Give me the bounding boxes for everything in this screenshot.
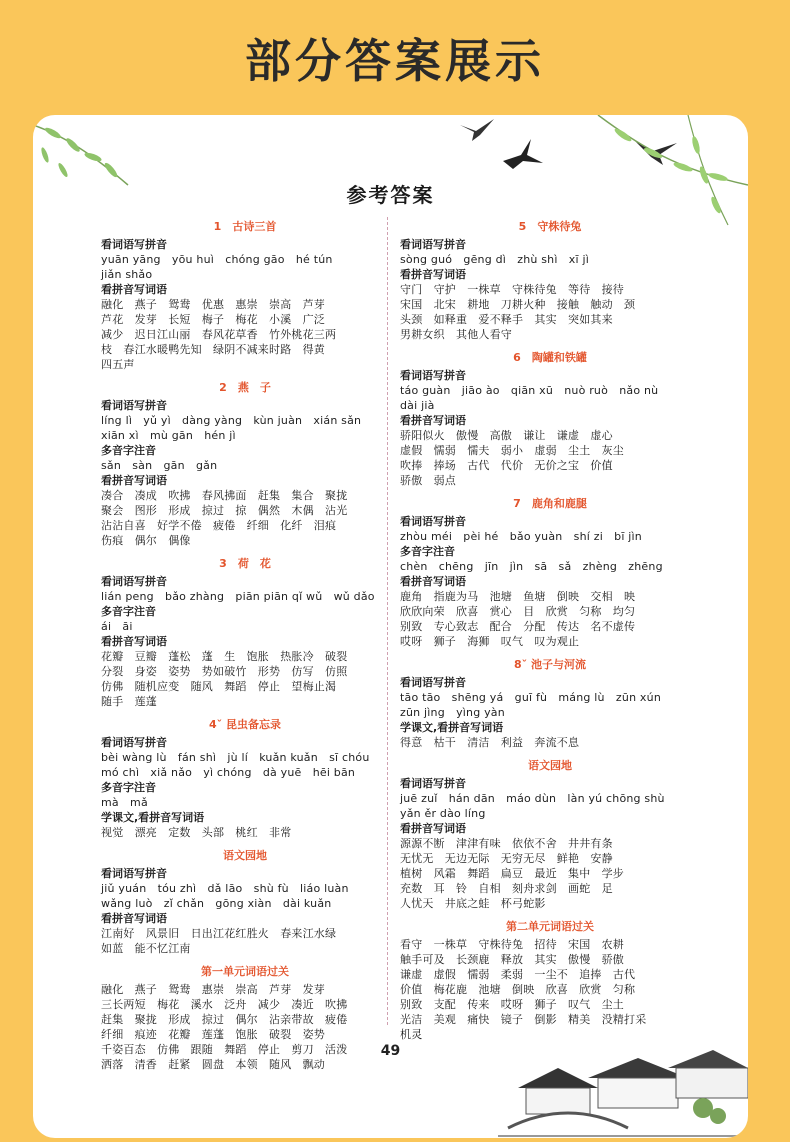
word-answer-line: 头颈 如释重 爱不释手 其实 突如其来	[400, 313, 613, 326]
exercise-block	[101, 443, 389, 473]
pinyin-answer-line: yǎn ěr dào líng	[400, 807, 486, 820]
word-answer-line: 别致 专心致志 配合 分配 传达 名不虚传	[400, 620, 636, 633]
word-answer-line: 光洁 美观 痛快 镜子 倒影 精美 没精打采	[400, 1013, 647, 1026]
section-title: 1 古诗三首	[213, 220, 277, 233]
word-answer-line: 植树 风霜 舞蹈 扁豆 最近 集中 学步	[400, 867, 624, 880]
pinyin-answer-line: jiǎn shǎo	[101, 268, 153, 281]
word-answer-line: 哎呀 狮子 海狮 叹气 叹为观止	[400, 635, 580, 648]
pinyin-answer-line: mó chì xiǎ nǎo yì chóng dà yuē hēi bān	[101, 766, 356, 779]
pinyin-answer-line: jiǔ yuán tóu zhì dǎ lāo shù fù liáo luàn	[101, 882, 349, 895]
section-title: 4ˇ 昆虫备忘录	[209, 718, 281, 731]
word-answer-line: 无忧无 无边无际 无穷无尽 鲜艳 安静	[400, 852, 613, 865]
pinyin-answer-line: zūn jìng yìng yàn	[400, 706, 505, 719]
exercise-block	[400, 544, 700, 574]
word-answer-line: 鹿角 指鹿为马 池塘 鱼塘 倒映 交相 映	[400, 590, 636, 603]
word-answer-line: 欣欣向荣 欣喜 赏心 目 欣赏 匀称 均匀	[400, 605, 636, 618]
swallow-bird-icon	[458, 117, 498, 143]
exercise-block	[400, 237, 700, 267]
word-answer-line: 视觉 漂亮 定数 头部 桃红 非常	[101, 826, 292, 839]
pinyin-answer-line: mà mǎ	[101, 796, 148, 809]
word-answer-line: 芦花 发芽 长短 梅子 梅花 小溪 广泛	[101, 313, 325, 326]
word-answer-line: 虚假 懦弱 懦夫 弱小 虚弱 尘土 灰尘	[400, 444, 624, 457]
header-banner	[0, 0, 790, 115]
section-title: 8ˇ 池子与河流	[514, 658, 586, 671]
section-title: 语文园地	[223, 849, 267, 862]
word-answer-line: 机灵	[400, 1028, 423, 1041]
exercise-heading: 多音字注音	[400, 545, 455, 558]
answer-section	[101, 556, 389, 709]
word-answer-line: 人忧天 井底之蛙 杯弓蛇影	[400, 897, 546, 910]
exercise-block	[400, 675, 700, 720]
pinyin-answer-line: sǎn sàn gān gǎn	[101, 459, 218, 472]
answer-section	[400, 919, 700, 1042]
word-answer-line: 洒落 清香 赶紧 圆盘 本领 随风 飘动	[101, 1058, 325, 1071]
word-answer-line: 减少 迟日江山丽 春风花草香 竹外桃花三两	[101, 328, 337, 341]
exercise-block	[101, 398, 389, 443]
page-title: 部分答案展示	[245, 33, 545, 88]
answer-section	[400, 496, 700, 649]
exercise-heading: 看拼音写词语	[101, 635, 167, 648]
word-answer-line: 吹捧 捧场 古代 代价 无价之宝 价值	[400, 459, 613, 472]
word-answer-line: 源源不断 津津有味 依依不舍 井井有条	[400, 837, 613, 850]
word-answer-line: 融化 燕子 鸳鸯 优惠 惠崇 崇高 芦芽	[101, 298, 325, 311]
exercise-block	[400, 413, 700, 488]
answer-section	[400, 350, 700, 488]
exercise-block	[101, 735, 389, 780]
word-answer-line: 看守 一株草 守株待兔 招待 宋国 农耕	[400, 938, 624, 951]
section-title: 3 荷 花	[219, 557, 271, 570]
word-answer-line: 仿佛 随机应变 随风 舞蹈 停止 望梅止渴	[101, 680, 337, 693]
exercise-block	[101, 780, 389, 810]
answer-section	[400, 758, 700, 911]
pinyin-answer-line: sòng guó gēng dì zhù shì xī jì	[400, 253, 589, 266]
word-answer-line: 三长两短 梅花 溪水 泛舟 减少 凑近 吹拂	[101, 998, 348, 1011]
exercise-heading: 看词语写拼音	[101, 867, 167, 880]
answer-section	[101, 848, 389, 956]
pinyin-answer-line: ái āi	[101, 620, 133, 633]
word-answer-line: 聚会 图形 形成 掠过 掠 偶然 木偶 沾光	[101, 504, 348, 517]
word-answer-line: 四五声	[101, 358, 135, 371]
exercise-block	[400, 368, 700, 413]
answer-page-card	[33, 115, 748, 1138]
answer-section	[101, 219, 389, 372]
exercise-heading: 学课文,看拼音写词语	[101, 811, 205, 824]
exercise-heading: 多音字注音	[101, 605, 156, 618]
exercise-heading: 多音字注音	[101, 444, 156, 457]
exercise-block	[400, 821, 700, 911]
exercise-block	[101, 604, 389, 634]
exercise-heading: 看拼音写词语	[400, 822, 466, 835]
exercise-block	[101, 866, 389, 911]
exercise-heading: 学课文,看拼音写词语	[400, 721, 504, 734]
section-title: 7 鹿角和鹿腿	[513, 497, 587, 510]
word-answer-line: 得意 枯干 清洁 利益 奔流不息	[400, 736, 580, 749]
exercise-block	[101, 574, 389, 604]
word-answer-line: 宋国 北宋 耕地 刀耕火种 接触 触动 颈	[400, 298, 636, 311]
exercise-heading: 多音字注音	[101, 781, 156, 794]
word-answer-line: 男耕女织 其他人看守	[400, 328, 512, 341]
exercise-block	[400, 720, 700, 750]
exercise-block	[400, 937, 700, 1042]
exercise-heading: 看拼音写词语	[400, 575, 466, 588]
section-title: 第一单元词语过关	[201, 965, 289, 978]
word-answer-line: 沾沾自喜 好学不倦 疲倦 纤细 化纤 泪痕	[101, 519, 337, 532]
exercise-heading: 看拼音写词语	[101, 474, 167, 487]
word-answer-line: 凑合 凑成 吹拂 春风拂面 赶集 集合 聚拢	[101, 489, 348, 502]
word-answer-line: 分裂 身姿 姿势 势如破竹 形势 仿写 仿照	[101, 665, 348, 678]
pinyin-answer-line: zhòu méi pèi hé bǎo yuàn shí zi bī jìn	[400, 530, 642, 543]
page-number: 49	[380, 1043, 401, 1059]
word-answer-line: 骄阳似火 傲慢 高傲 谦让 谦虚 虚心	[400, 429, 613, 442]
left-column	[101, 217, 389, 1080]
exercise-heading: 看词语写拼音	[101, 736, 167, 749]
word-answer-line: 别致 支配 传来 哎呀 狮子 叹气 尘土	[400, 998, 624, 1011]
word-answer-line: 千姿百态 仿佛 跟随 舞蹈 停止 剪刀 活泼	[101, 1043, 348, 1056]
exercise-heading: 看词语写拼音	[400, 515, 466, 528]
exercise-heading: 看词语写拼音	[101, 399, 167, 412]
word-answer-line: 骄傲 弱点	[400, 474, 456, 487]
exercise-block	[101, 473, 389, 548]
exercise-heading: 看拼音写词语	[101, 283, 167, 296]
exercise-block	[101, 634, 389, 709]
word-answer-line: 花瓣 豆瓣 蓬松 蓬 生 饱胀 热胀冷 破裂	[101, 650, 348, 663]
exercise-block	[101, 911, 389, 956]
exercise-block	[400, 776, 700, 821]
exercise-heading: 看拼音写词语	[400, 268, 466, 281]
section-title: 2 燕 子	[219, 381, 271, 394]
word-answer-line: 价值 梅花鹿 池塘 倒映 欣喜 欣赏 匀称	[400, 983, 636, 996]
word-answer-line: 守门 守护 一株草 守株待兔 等待 接待	[400, 283, 624, 296]
pinyin-answer-line: lián peng bǎo zhàng piān piān qǐ wǔ wǔ dǎo	[101, 590, 375, 603]
answer-section	[400, 657, 700, 750]
right-column	[400, 217, 700, 1050]
exercise-heading: 看词语写拼音	[101, 238, 167, 251]
word-answer-line: 随手 莲蓬	[101, 695, 157, 708]
pinyin-answer-line: xiān xì mù gān hén jì	[101, 429, 236, 442]
exercise-block	[101, 282, 389, 372]
exercise-heading: 看词语写拼音	[400, 777, 466, 790]
answer-section	[101, 717, 389, 840]
section-title: 6 陶罐和铁罐	[513, 351, 587, 364]
column-divider	[387, 217, 388, 1025]
answer-title: 参考答案	[346, 183, 435, 207]
section-title: 5 守株待兔	[518, 220, 582, 233]
exercise-heading: 看词语写拼音	[400, 238, 466, 251]
swallow-bird-icon-2	[501, 137, 545, 171]
pinyin-answer-line: dài jià	[400, 399, 435, 412]
word-answer-line: 充数 耳 铃 自相 刻舟求剑 画蛇 足	[400, 882, 613, 895]
exercise-heading: 看拼音写词语	[400, 414, 466, 427]
section-title: 语文园地	[528, 759, 572, 772]
exercise-heading: 看拼音写词语	[101, 912, 167, 925]
answer-section	[101, 380, 389, 548]
word-answer-line: 伤痕 偶尔 偶像	[101, 534, 191, 547]
pinyin-answer-line: táo guàn jiāo ào qiān xū nuò ruò nǎo nù	[400, 384, 659, 397]
word-answer-line: 江南好 风景旧 日出江花红胜火 春来江水绿	[101, 927, 337, 940]
word-answer-line: 谦虚 虚假 懦弱 柔弱 一尘不 追捧 古代	[400, 968, 636, 981]
exercise-block	[400, 267, 700, 342]
pinyin-answer-line: tāo tāo shēng yá guī fù máng lù zūn xún	[400, 691, 661, 704]
exercise-heading: 看词语写拼音	[400, 676, 466, 689]
exercise-heading: 看词语写拼音	[101, 575, 167, 588]
pinyin-answer-line: chèn chēng jīn jìn sā sǎ zhèng zhēng	[400, 560, 663, 573]
pinyin-answer-line: wǎng luò zǐ chǎn gōng xiàn dài kuǎn	[101, 897, 332, 910]
exercise-block	[101, 810, 389, 840]
exercise-block	[400, 514, 700, 544]
word-answer-line: 如蓝 能不忆江南	[101, 942, 191, 955]
word-answer-line: 赶集 聚拢 形成 掠过 偶尔 沾亲带故 疲倦	[101, 1013, 348, 1026]
pinyin-answer-line: yuān yāng yōu huì chóng gāo hé tún	[101, 253, 333, 266]
exercise-block	[400, 574, 700, 649]
answer-section	[400, 219, 700, 342]
word-answer-line: 纤细 痕迹 花瓣 莲蓬 饱胀 破裂 姿势	[101, 1028, 325, 1041]
exercise-block	[101, 237, 389, 282]
pinyin-answer-line: líng lì yǔ yì dàng yàng kùn juàn xián sǎn	[101, 414, 362, 427]
exercise-heading: 看词语写拼音	[400, 369, 466, 382]
word-answer-line: 枝 春江水暖鸭先知 绿阴不减来时路 得黄	[101, 343, 325, 356]
section-title: 第二单元词语过关	[506, 920, 594, 933]
word-answer-line: 融化 燕子 鸳鸯 惠崇 崇高 芦芽 发芽	[101, 983, 325, 996]
pinyin-answer-line: juē zuǐ hán dān máo dùn làn yú chōng shù	[400, 792, 665, 805]
word-answer-line: 触手可及 长颈鹿 释放 其实 傲慢 骄傲	[400, 953, 624, 966]
village-ink-illustration	[498, 1028, 748, 1138]
pinyin-answer-line: bèi wàng lù fán shì jù lí kuǎn kuǎn sī chóu	[101, 751, 370, 764]
